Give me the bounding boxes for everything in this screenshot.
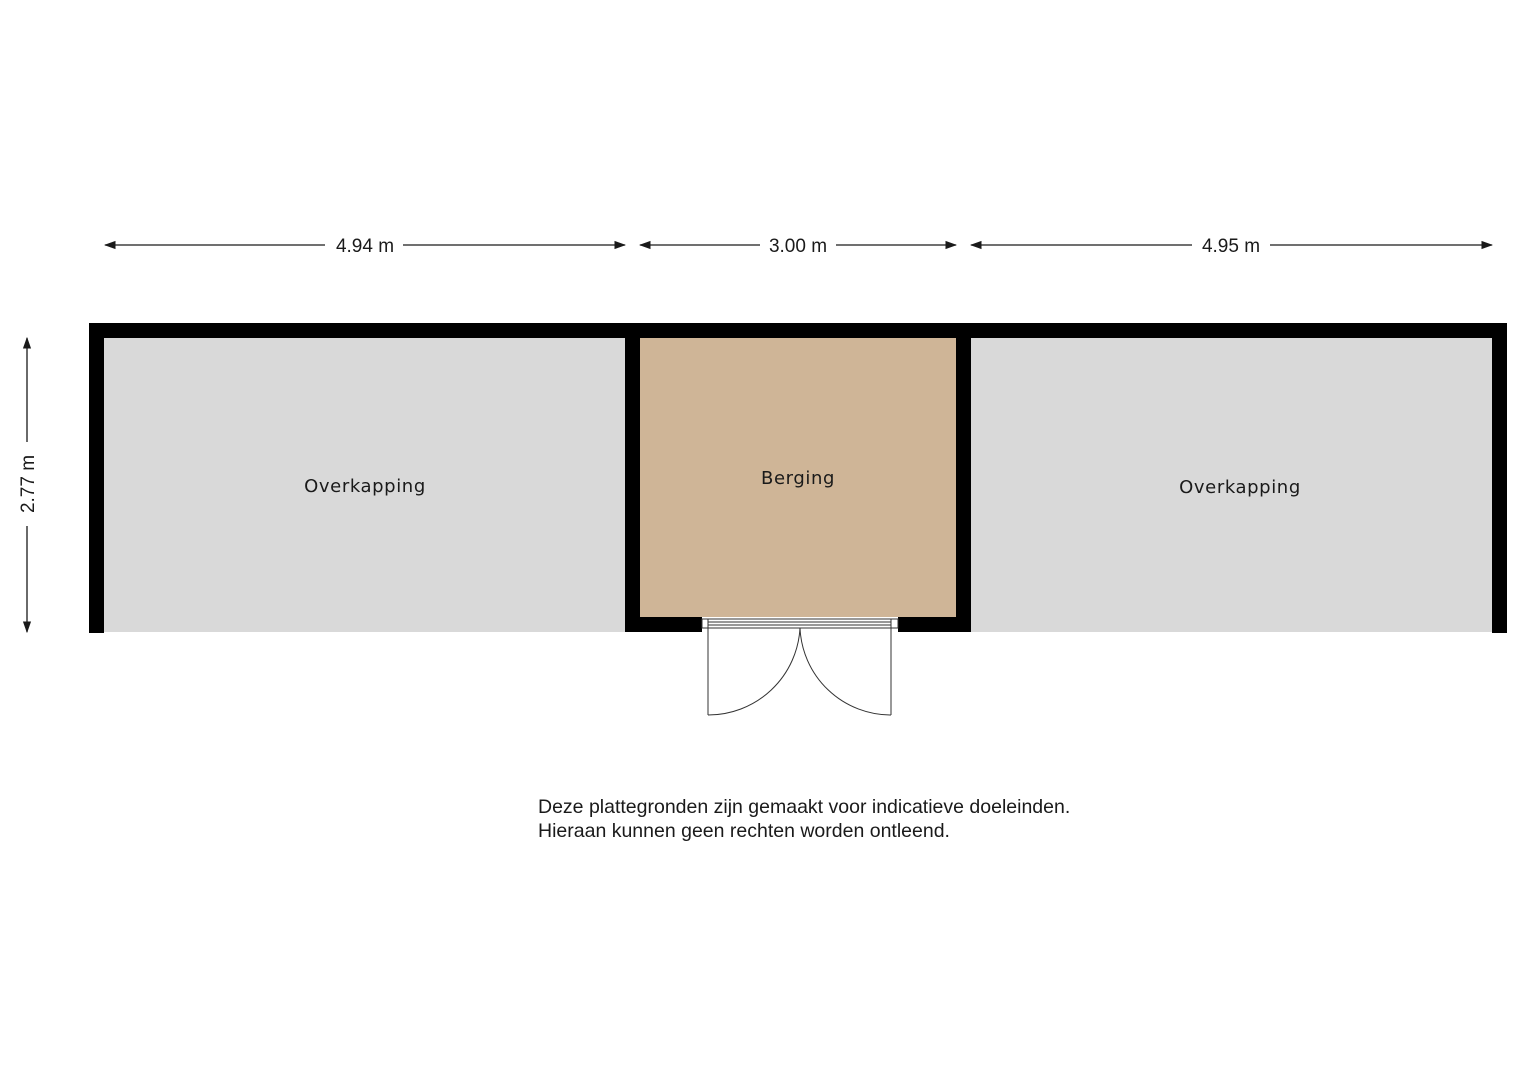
dimension-label-depth: 2.77 m <box>18 454 39 514</box>
dimension-center-width <box>640 236 956 257</box>
dimension-right-width <box>971 236 1492 257</box>
wall-top <box>89 323 1507 338</box>
door-swing-right <box>800 628 891 715</box>
door-frame <box>702 619 898 628</box>
wall-divider-right <box>956 323 971 632</box>
room-label-center: Berging <box>761 468 835 489</box>
dimension-left-width <box>105 236 625 257</box>
wall-right <box>1492 323 1507 633</box>
room-label-right: Overkapping <box>1179 477 1301 498</box>
disclaimer <box>538 795 1070 843</box>
door-swing-left <box>708 628 800 715</box>
double-door-swing-icon <box>702 619 898 715</box>
room-label-left: Overkapping <box>304 476 426 497</box>
door-jamb-right <box>891 619 898 628</box>
disclaimer-line: Hieraan kunnen geen rechten worden ontleend. <box>538 820 950 842</box>
door-jamb-left <box>702 619 708 628</box>
dimension-depth <box>18 338 39 632</box>
dimension-label-left: 4.94 m <box>335 236 395 257</box>
dimension-label-center: 3.00 m <box>768 236 828 257</box>
wall-left <box>89 323 104 633</box>
wall-divider-left <box>625 323 640 632</box>
dimension-label-right: 4.95 m <box>1201 236 1261 257</box>
wall-storage-front-left <box>625 617 702 632</box>
wall-storage-front-right <box>898 617 971 632</box>
disclaimer-line: Deze plattegronden zijn gemaakt voor indicatieve doeleinden. <box>538 796 1071 818</box>
